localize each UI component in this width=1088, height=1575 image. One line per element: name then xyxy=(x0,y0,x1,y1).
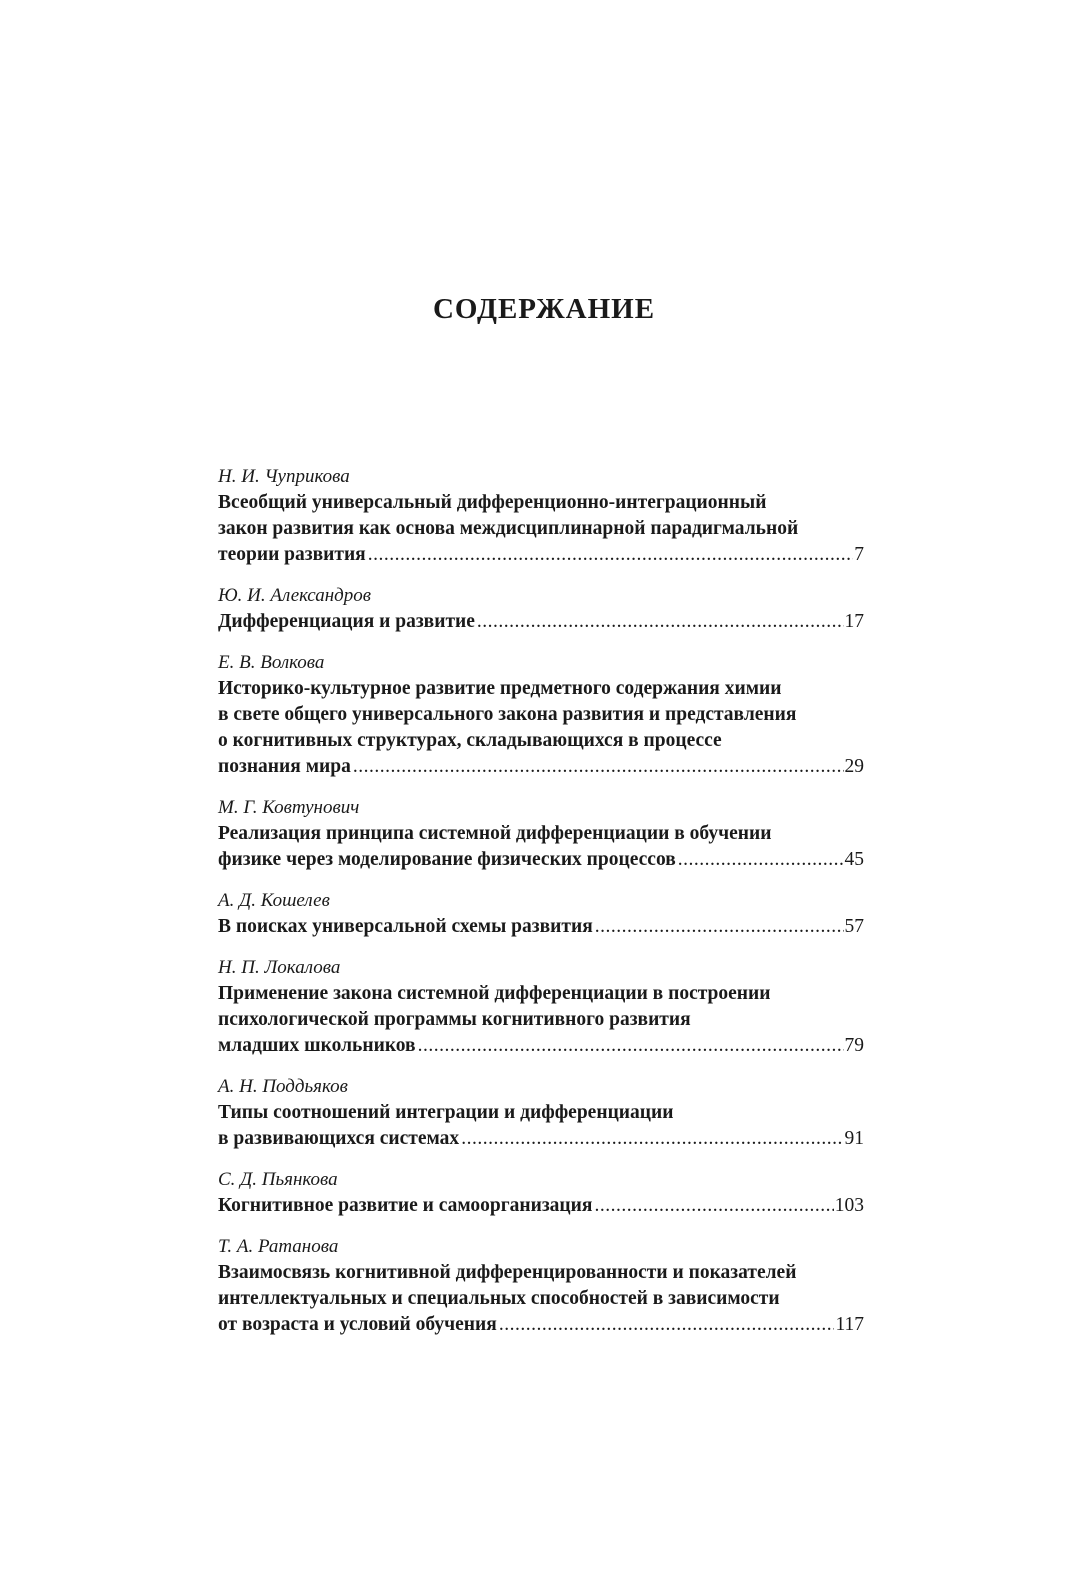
toc-entry[interactable] xyxy=(218,888,864,940)
toc-title-line: психологической программы когнитивного развития xyxy=(218,1009,691,1030)
toc-title-text: теории развития xyxy=(218,544,366,565)
toc-page-number: 79 xyxy=(844,1035,864,1056)
toc-entry[interactable] xyxy=(218,1234,864,1338)
toc-title-line: Применение закона системной дифференциации в построении xyxy=(218,983,771,1004)
toc-title-line: Типы соотношений интеграции и дифференциации xyxy=(218,1102,674,1123)
page-title: СОДЕРЖАНИЕ xyxy=(432,293,656,325)
dot-leader xyxy=(461,1126,843,1152)
toc-entry[interactable] xyxy=(218,464,864,568)
dot-leader xyxy=(678,847,844,873)
toc-title-line: в свете общего универсального закона развития и представления xyxy=(218,704,797,725)
dot-leader xyxy=(368,542,854,568)
dot-leader xyxy=(418,1033,844,1059)
toc-title-last-line xyxy=(218,1033,864,1059)
toc-title-last-line xyxy=(218,754,864,780)
table-of-contents xyxy=(218,464,864,1353)
toc-title-text: Дифференциация и развитие xyxy=(218,611,475,632)
toc-title-text: Когнитивное развитие и самоорганизация xyxy=(218,1195,593,1216)
toc-page-number: 7 xyxy=(854,544,864,565)
dot-leader xyxy=(499,1312,835,1338)
toc-entry[interactable] xyxy=(218,955,864,1059)
toc-author: Т. А. Ратанова xyxy=(218,1236,339,1257)
toc-title-last-line xyxy=(218,609,864,635)
toc-author: Н. И. Чуприкова xyxy=(218,466,350,487)
toc-entry[interactable] xyxy=(218,650,864,780)
dot-leader xyxy=(477,609,844,635)
toc-title-line: Взаимосвязь когнитивной дифференцированности и показателей xyxy=(218,1262,797,1283)
toc-title-last-line xyxy=(218,1126,864,1152)
toc-page-number: 91 xyxy=(844,1128,864,1149)
toc-title-text: познания мира xyxy=(218,756,351,777)
toc-author: Ю. И. Александров xyxy=(218,585,372,606)
toc-title-last-line xyxy=(218,914,864,940)
toc-page-number: 117 xyxy=(835,1314,864,1335)
toc-title-line: Историко-культурное развитие предметного содержания химии xyxy=(218,678,782,699)
dot-leader xyxy=(594,1193,833,1219)
toc-entry[interactable] xyxy=(218,583,864,635)
toc-title-line: закон развития как основа междисциплинарной парадигмальной xyxy=(218,518,799,539)
toc-page-number: 103 xyxy=(834,1195,864,1216)
dot-leader xyxy=(595,914,844,940)
toc-title-line: интеллектуальных и специальных способностей в зависимости xyxy=(218,1288,780,1309)
toc-title-text: В поисках универсальной схемы развития xyxy=(218,916,593,937)
toc-title-line: Реализация принципа системной дифференциации в обучении xyxy=(218,823,772,844)
toc-title-text: от возраста и условий обучения xyxy=(218,1314,497,1335)
toc-page-number: 57 xyxy=(844,916,864,937)
toc-title-text: физике через моделирование физических процессов xyxy=(218,849,676,870)
toc-page-number: 17 xyxy=(844,611,864,632)
toc-entry[interactable] xyxy=(218,1074,864,1152)
toc-entry[interactable] xyxy=(218,795,864,873)
toc-page-number: 29 xyxy=(844,756,864,777)
toc-author: М. Г. Ковтунович xyxy=(218,797,360,818)
toc-author: А. Д. Кошелев xyxy=(218,890,330,911)
toc-title-last-line xyxy=(218,1193,864,1219)
toc-title-line: о когнитивных структурах, складывающихся в процессе xyxy=(218,730,722,751)
toc-page-number: 45 xyxy=(844,849,864,870)
dot-leader xyxy=(353,754,844,780)
toc-title-line: Всеобщий универсальный дифференционно-интеграционный xyxy=(218,492,767,513)
toc-author: А. Н. Поддьяков xyxy=(218,1076,348,1097)
toc-title-text: в развивающихся системах xyxy=(218,1128,460,1149)
toc-entry[interactable] xyxy=(218,1167,864,1219)
toc-author: Н. П. Локалова xyxy=(218,957,341,978)
toc-title-last-line xyxy=(218,542,864,568)
toc-author: С. Д. Пьянкова xyxy=(218,1169,338,1190)
toc-title-last-line xyxy=(218,847,864,873)
toc-author: Е. В. Волкова xyxy=(218,652,325,673)
toc-title-text: младших школьников xyxy=(218,1035,416,1056)
toc-title-last-line xyxy=(218,1312,864,1338)
